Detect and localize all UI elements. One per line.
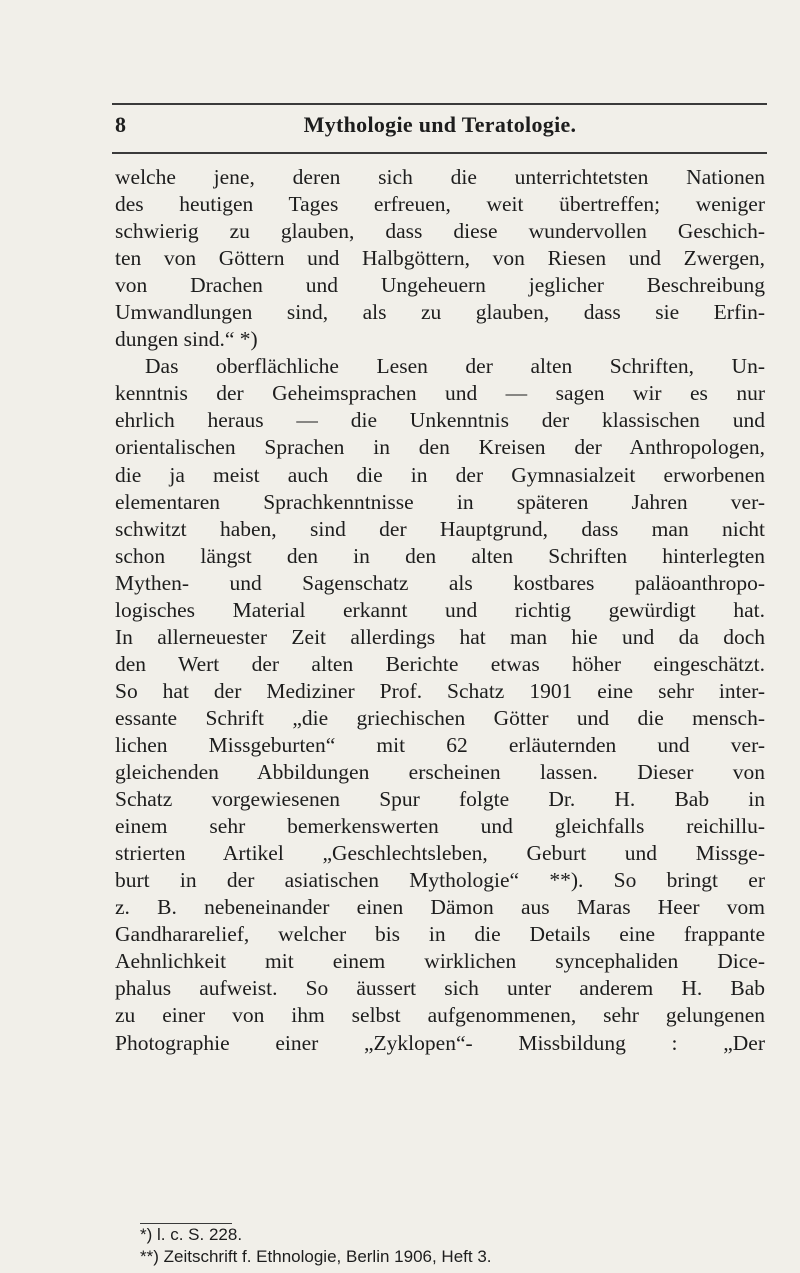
text-line: kenntnis der Geheimsprachen und — sagen wir es nur	[115, 381, 765, 406]
text-line: einem sehr bemerkenswerten und gleichfalls reichillu-	[115, 814, 765, 839]
text-line: schon längst den in den alten Schriften hinterlegten	[115, 543, 765, 568]
text-line: lichen Missgeburten“ mit 62 erläuternden und ver-	[115, 732, 765, 757]
text-line: die ja meist auch die in der Gymnasialzeit erworbenen	[115, 462, 765, 487]
text-line: orientalischen Sprachen in den Kreisen der Anthropologen,	[115, 435, 765, 460]
text-line: elementaren Sprachkenntnisse in späteren Jahren ver-	[115, 489, 765, 514]
text-line: Mythen- und Sagenschatz als kostbares paläoanthropo-	[115, 570, 765, 595]
text-line: dungen sind.“ *)	[115, 327, 258, 352]
text-line: z. B. nebeneinander einen Dämon aus Maras Heer vom	[115, 895, 765, 920]
text-line: Gandhararelief, welcher bis in die Details eine frappante	[115, 922, 765, 947]
page-number: 8	[115, 112, 126, 137]
text-line: zu einer von ihm selbst aufgenommenen, sehr gelungenen	[115, 1003, 765, 1028]
page-header	[115, 112, 765, 142]
footnote: *) l. c. S. 228.	[140, 1225, 243, 1244]
top-rule	[112, 103, 767, 105]
text-line: gleichenden Abbildungen erscheinen lassen. Dieser von	[115, 760, 765, 785]
text-line: essante Schrift „die griechischen Götter und die mensch-	[115, 705, 765, 730]
text-line: welche jene, deren sich die unterrichtetsten Nationen	[115, 165, 765, 189]
text-line: den Wert der alten Berichte etwas höher eingeschätzt.	[115, 651, 765, 676]
text-line: Umwandlungen sind, als zu glauben, dass sie Erfin-	[115, 300, 765, 325]
text-line: logisches Material erkannt und richtig gewürdigt hat.	[115, 597, 765, 622]
text-line: schwitzt haben, sind der Hauptgrund, dass man nicht	[115, 516, 765, 541]
footnote: **) Zeitschrift f. Ethnologie, Berlin 1906, Heft 3.	[140, 1247, 492, 1266]
body-text	[115, 164, 765, 1057]
text-line: strierten Artikel „Geschlechtsleben, Geburt und Missge-	[115, 841, 765, 866]
text-line: burt in der asiatischen Mythologie“ **). So bringt er	[115, 868, 765, 893]
header-rule	[112, 152, 767, 154]
text-line: Aehnlichkeit mit einem wirklichen syncephaliden Dice-	[115, 949, 765, 974]
text-line: von Drachen und Ungeheuern jeglicher Beschreibung	[115, 273, 765, 298]
text-line: In allerneuester Zeit allerdings hat man hie und da doch	[115, 624, 765, 649]
footnotes	[140, 1224, 740, 1268]
running-title: Mythologie und Teratologie.	[303, 112, 577, 137]
text-line: des heutigen Tages erfreuen, weit übertreffen; weniger	[115, 192, 765, 217]
text-line: So hat der Mediziner Prof. Schatz 1901 eine sehr inter-	[115, 678, 765, 703]
text-line: Photographie einer „Zyklopen“- Missbildung : „Der	[115, 1030, 765, 1055]
text-line: Schatz vorgewiesenen Spur folgte Dr. H. Bab in	[115, 787, 765, 812]
text-line: ehrlich heraus — die Unkenntnis der klassischen und	[115, 408, 765, 433]
text-line: Das oberflächliche Lesen der alten Schriften, Un-	[145, 354, 765, 379]
text-line: ten von Göttern und Halbgöttern, von Riesen und Zwergen,	[115, 246, 765, 271]
text-line: phalus aufweist. So äussert sich unter anderem H. Bab	[115, 976, 765, 1001]
text-line: schwierig zu glauben, dass diese wundervollen Geschich-	[115, 219, 765, 244]
